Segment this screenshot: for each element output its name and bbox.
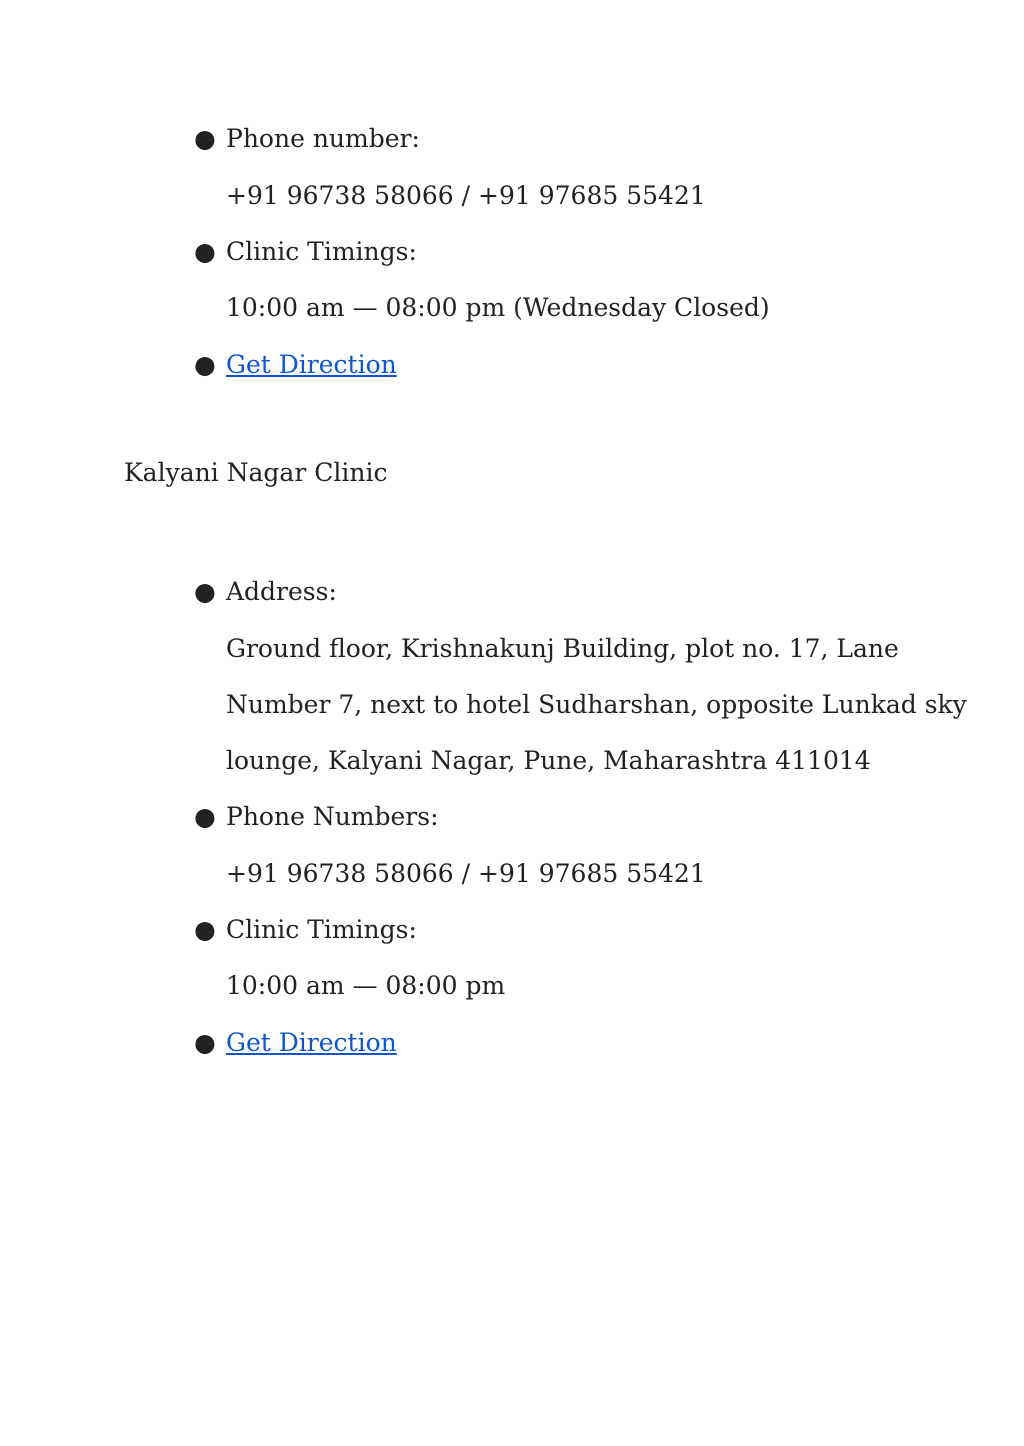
bullet-icon: ● bbox=[194, 1028, 216, 1057]
phone-value: +91 96738 58066 / +91 97685 55421 bbox=[226, 181, 706, 210]
timings-value: 10:00 am — 08:00 pm (Wednesday Closed) bbox=[226, 293, 770, 322]
bullet-icon: ● bbox=[194, 577, 216, 606]
address-line: Number 7, next to hotel Sudharshan, opposite Lunkad sky bbox=[226, 690, 967, 719]
timings-label: Clinic Timings: bbox=[226, 237, 417, 266]
bullet-icon: ● bbox=[194, 915, 216, 944]
bullet-icon: ● bbox=[194, 237, 216, 266]
address-line: lounge, Kalyani Nagar, Pune, Maharashtra 411014 bbox=[226, 746, 871, 775]
address-line: Ground floor, Krishnakunj Building, plot no. 17, Lane bbox=[226, 634, 899, 663]
bullet-icon: ● bbox=[194, 350, 216, 379]
phone-label: Phone number: bbox=[226, 124, 420, 153]
timings-label: Clinic Timings: bbox=[226, 915, 417, 944]
get-direction-link[interactable]: Get Direction bbox=[226, 1028, 397, 1057]
get-direction-link[interactable]: Get Direction bbox=[226, 350, 397, 379]
phone-label: Phone Numbers: bbox=[226, 802, 439, 831]
bullet-icon: ● bbox=[194, 802, 216, 831]
bullet-icon: ● bbox=[194, 124, 216, 153]
timings-value: 10:00 am — 08:00 pm bbox=[226, 971, 506, 1000]
phone-value: +91 96738 58066 / +91 97685 55421 bbox=[226, 859, 706, 888]
clinic-title: Kalyani Nagar Clinic bbox=[124, 458, 388, 487]
address-label: Address: bbox=[226, 577, 337, 606]
